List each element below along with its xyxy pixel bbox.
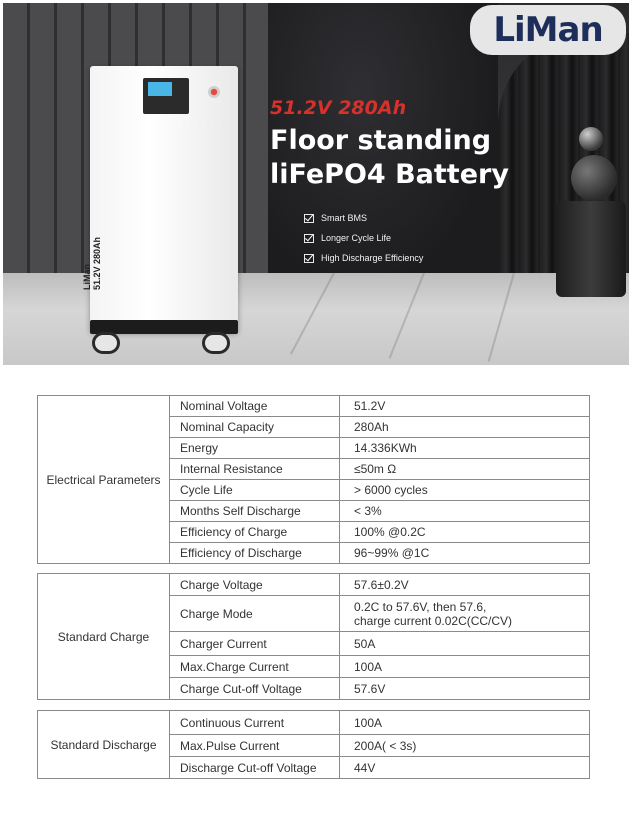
value-cell: 57.6±0.2V: [340, 574, 590, 596]
value-cell: > 6000 cycles: [340, 480, 590, 501]
group-label: Standard Charge: [38, 574, 170, 700]
battery-lcd-icon: [148, 82, 172, 96]
value-cell: 51.2V: [340, 396, 590, 417]
standard-charge-table: [37, 573, 590, 700]
hero-title-line1: Floor standing: [270, 125, 492, 156]
value-line: 0.2C to 57.6V, then 57.6,: [354, 599, 487, 614]
value-cell: 96~99% @1C: [340, 543, 590, 564]
value-cell: ≤50m Ω: [340, 459, 590, 480]
caster-wheel-icon: [202, 332, 230, 354]
value-cell: 14.336KWh: [340, 438, 590, 459]
param-cell: Charge Mode: [170, 596, 340, 632]
param-cell: Max.Charge Current: [170, 656, 340, 678]
value-cell: 100A: [340, 711, 590, 735]
value-cell: 50A: [340, 632, 590, 656]
param-cell: Energy: [170, 438, 340, 459]
feature-item: [304, 248, 423, 268]
group-label: Standard Discharge: [38, 711, 170, 779]
param-cell: Internal Resistance: [170, 459, 340, 480]
value-line: charge current 0.02C(CC/CV): [354, 613, 513, 628]
table-row: [38, 574, 590, 596]
param-cell: Cycle Life: [170, 480, 340, 501]
feature-label: Longer Cycle Life: [321, 233, 392, 243]
battery-side-label: [82, 230, 102, 290]
value-cell: [340, 596, 590, 632]
param-cell: Charge Voltage: [170, 574, 340, 596]
standard-discharge-table: [37, 710, 590, 779]
feature-label: Smart BMS: [321, 213, 368, 223]
value-cell: 44V: [340, 757, 590, 779]
value-cell: 57.6V: [340, 678, 590, 700]
param-cell: Efficiency of Discharge: [170, 543, 340, 564]
feature-list: [304, 208, 423, 268]
brand-logo: [470, 5, 626, 55]
param-cell: Months Self Discharge: [170, 501, 340, 522]
checkbox-icon: [304, 254, 314, 263]
feature-label: High Discharge Efficiency: [321, 253, 424, 263]
param-cell: Nominal Capacity: [170, 417, 340, 438]
table-row: [38, 711, 590, 735]
value-cell: < 3%: [340, 501, 590, 522]
decor-disc: [571, 155, 617, 201]
hero-title-line2: liFePO4 Battery: [270, 159, 509, 190]
battery-label-brand: LiMan: [82, 264, 92, 290]
feature-item: [304, 208, 423, 228]
value-cell: 100A: [340, 656, 590, 678]
table-row: [38, 396, 590, 417]
param-cell: Charge Cut-off Voltage: [170, 678, 340, 700]
param-cell: Nominal Voltage: [170, 396, 340, 417]
checkbox-icon: [304, 234, 314, 243]
hero-title: [270, 124, 509, 192]
param-cell: Continuous Current: [170, 711, 340, 735]
param-cell: Charger Current: [170, 632, 340, 656]
value-cell: 100% @0.2C: [340, 522, 590, 543]
decor-pedestal: [556, 201, 626, 297]
param-cell: Discharge Cut-off Voltage: [170, 757, 340, 779]
param-cell: Max.Pulse Current: [170, 735, 340, 757]
decor-sphere: [579, 127, 603, 151]
checkbox-icon: [304, 214, 314, 223]
param-cell: Efficiency of Charge: [170, 522, 340, 543]
power-button-icon: [208, 86, 220, 98]
value-cell: 280Ah: [340, 417, 590, 438]
feature-item: [304, 228, 423, 248]
group-label: Electrical Parameters: [38, 396, 170, 564]
electrical-parameters-table: [37, 395, 590, 564]
battery-label-spec: 51.2V 280Ah: [92, 236, 102, 290]
caster-wheel-icon: [92, 332, 120, 354]
value-cell: 200A( < 3s): [340, 735, 590, 757]
logo-text: LiMan: [493, 10, 603, 50]
hero-subtitle: 51.2V 280Ah: [270, 97, 407, 119]
